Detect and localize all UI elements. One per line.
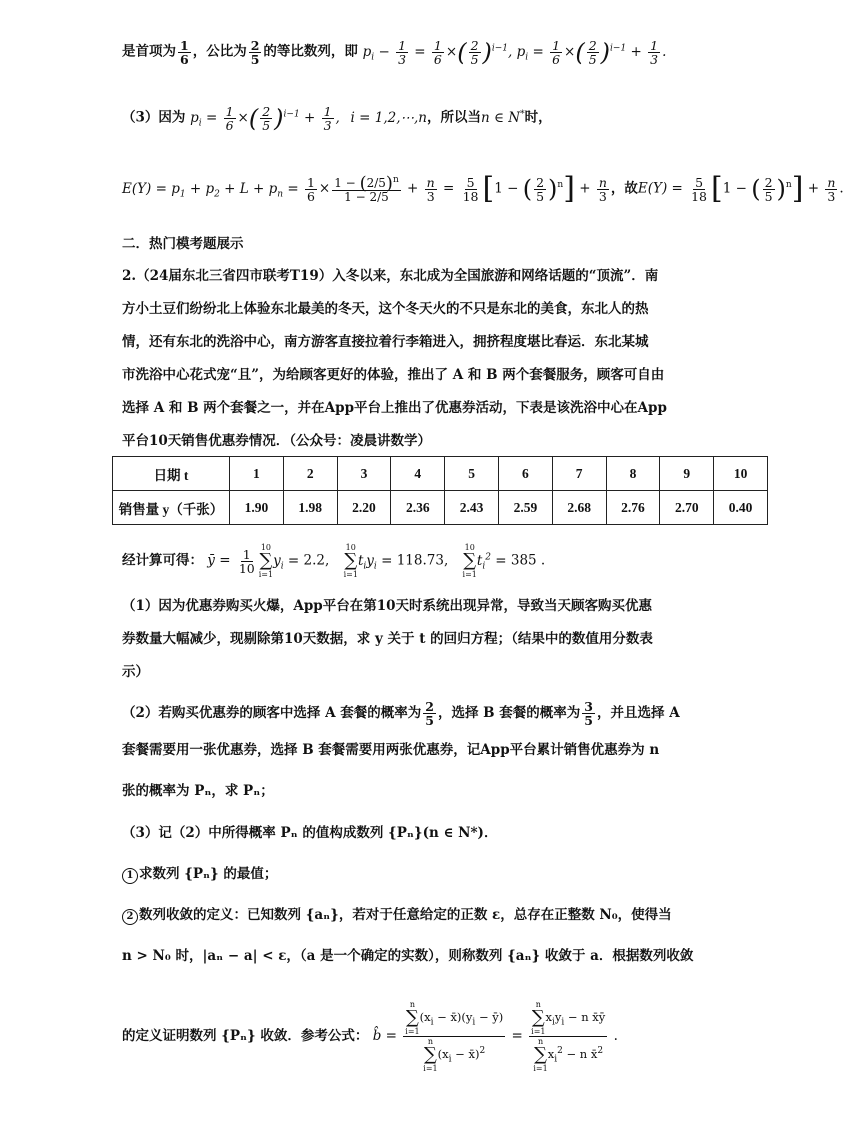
section-title: 二．热门模考题展示 [122,236,244,252]
sub3-item-1: 1 求数列 {Pₙ} 的最值； [122,864,277,884]
table-cell: 2.43 [445,491,499,525]
p1-suffix: 的等比数列，即 [263,43,358,60]
table-cell: 2 [283,457,337,491]
sub1-line-2: 券数量大幅减少，现剔除第10天数据，求 y 关于 t 的回归方程；（结果中的数值用分数表 [122,631,653,647]
table-cell: 1 [230,457,284,491]
expectation-formula: $E(Y) = p_1 + p_2 + L + p_n$ = $\frac{1}{6}$ × $\frac{1 - (2/5)^n}{1 - 2/5}$ + $\frac{n}{3}$ = $\frac{5}{18}$ [1 − ( $\frac{2}{5}$ )$^n$] + $\frac{n}{3}$ ，故E(Y) = $\frac{5}{18}$ [1 − ( $\frac{2}{5}$ )$^n$] + $\frac{n}{3}$ . [122,171,844,206]
sales-table [112,456,768,525]
table-cell: 7 [552,457,606,491]
fraction-first-term: $\frac{1}{6}$ [180,37,189,67]
p3-label: （3）因为 [122,109,186,126]
q2-line-2: 方小土豆们纷纷北上体验东北最美的冬天，这个冬天火的不只是东北的美食，东北人的热 [122,301,649,317]
sub2-line-1: （2）若购买优惠券的顾客中选择 A 套餐的概率为 $\frac{2}{5}$ ，选择 B 套餐的概率为 $\frac{3}{5}$ ，并且选择 A [122,699,680,728]
circled-one-icon: 1 [122,868,138,884]
index-range: i = 1,2,⋯,n [350,109,428,126]
sub3-item-2b: n > N₀ 时，|aₙ − a| < ε，（a 是一个确定的实数），则称数列 {aₙ} 收敛于 a．根据数列收敛 [122,948,694,964]
table-header-sales: 销售量 y（千张） [113,491,230,525]
table-cell: 2.76 [606,491,660,525]
q2-line-3: 情，还有东北的洗浴中心，南方游客直接拉着行李箱进入，拥挤程度堪比春运．东北某城 [122,334,649,350]
table-cell: 3 [337,457,391,491]
table-cell: 8 [606,457,660,491]
sub3-item-2: 2 数列收敛的定义：已知数列 {aₙ}，若对于任意给定的正数 ε，总存在正整数 N₀，使得当 [122,905,672,925]
fraction-ratio: $\frac{2}{5}$ [250,37,260,67]
table-cell: 6 [498,457,552,491]
p1-mid: ，公比为 [192,43,247,60]
reference-formula-line: 的定义证明数列 {Pₙ} 收敛．参考公式： b̂ = n ∑ i=1 ($x_i$ − $x̄)(y_i$ − ȳ) n ∑ i=1 ($x_i$ − x̄)$^2$ = n ∑ i=1 $x_iy_i - n$ x̄ȳ n ∑ i=1 $x_i^2 - n$ x̄$^2$ . [122,1000,618,1073]
calc-line: 经计算可得： ȳ = $\frac{1}{10}$ 10 ∑ i=1 $y_i = 2.2$, 10 ∑ i=1 $t_iy_i = 118.73$, 10 ∑ i=1 $t_i^2 = 385$ . [122,543,546,579]
circled-two-icon: 2 [122,909,138,925]
table-cell: 2.20 [337,491,391,525]
formula-pi-minus: $p_i$ − $\frac{1}{3}$ = $\frac{1}{6}$ ×( $\frac{2}{5}$ )$^{i-1}$, $p_i$ = $\frac{1}{6}$ ×( $\frac{2}{5}$ )$^{i-1}$ + $\frac{1}{3}$ . [362,37,667,67]
table-header-date: 日期 t [113,457,230,491]
table-cell: 2.68 [552,491,606,525]
p3-text2: ，所以当 [427,109,482,126]
q2-line-5: 选择 A 和 B 两个套餐之一，并在App平台上推出了优惠券活动，下表是该洗浴中心在App [122,400,667,416]
formula-pi: $p_i$ = $\frac{1}{6}$ ×( $\frac{2}{5}$ )$^{i-1}$ + $\frac{1}{3}$ , [190,103,340,133]
q2-line-1: 2.（24届东北三省四市联考T19）入冬以来，东北成为全国旅游和网络话题的“顶流”．南 [122,268,659,284]
table-cell: 2.36 [391,491,445,525]
sub1-line-3: 示） [122,664,149,680]
table-cell: 2.70 [660,491,714,525]
table-cell: 4 [391,457,445,491]
p1-prefix: 是首项为 [122,43,176,60]
table-cell: 1.98 [283,491,337,525]
q2-line-4: 市洗浴中心花式宠“且”，为给顾客更好的体验，推出了 A 和 B 两个套餐服务，顾客可自由 [122,367,665,383]
table-cell: 1.90 [230,491,284,525]
sub1-line-1: （1）因为优惠券购买火爆，App平台在第10天时系统出现异常，导致当天顾客购买优惠 [122,598,653,614]
table-cell: 9 [660,457,714,491]
p3-text3: 时， [524,109,552,126]
table-cell: 5 [445,457,499,491]
line-part3-because: （3）因为 $p_i$ = $\frac{1}{6}$ ×( $\frac{2}{5}$ )$^{i-1}$ + $\frac{1}{3}$ , i = 1,2,⋯,n，所以当n ∈ N*时， [122,103,552,133]
q2-line-6: 平台10天销售优惠券情况．（公众号：凌晨讲数学） [122,433,432,449]
sub3-line-1: （3）记（2）中所得概率 Pₙ 的值构成数列 {Pₙ}(n ∈ N*)． [122,825,498,841]
sub2-line-3: 张的概率为 Pₙ，求 Pₙ； [122,783,274,799]
table-row [113,457,768,491]
sub2-line-2: 套餐需要用一张优惠券，选择 B 套餐需要用两张优惠券，记App平台累计销售优惠券为 n [122,742,660,758]
table-row [113,491,768,525]
table-cell: 10 [714,457,768,491]
table-cell: 2.59 [498,491,552,525]
table-cell: 0.40 [714,491,768,525]
line-geometric-sequence [122,38,666,67]
